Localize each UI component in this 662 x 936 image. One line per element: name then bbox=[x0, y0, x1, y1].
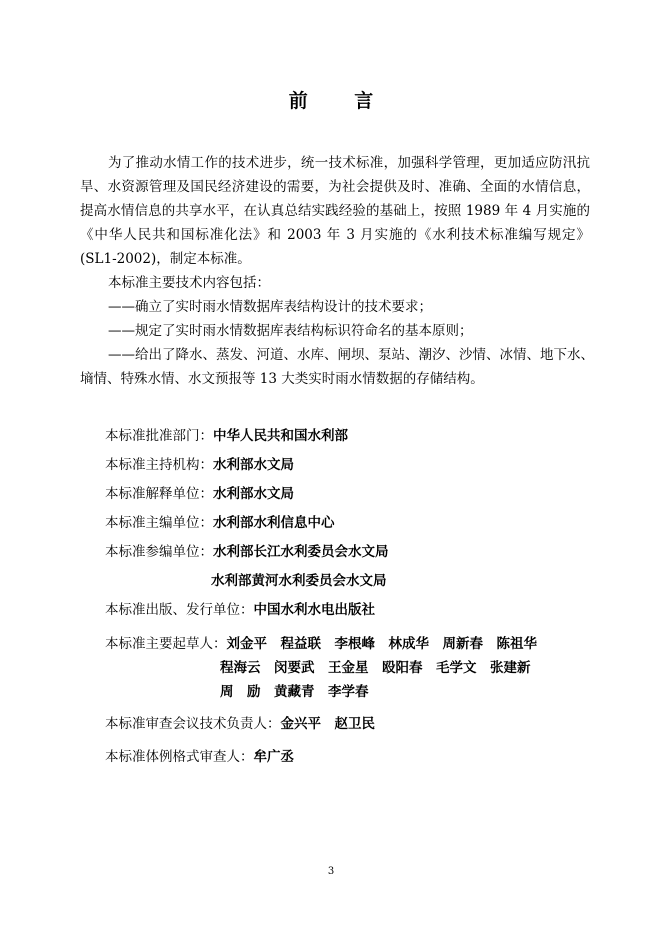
publisher-row bbox=[105, 598, 375, 622]
interpret-value: 水利部水文局 bbox=[213, 486, 294, 502]
drafters-label: 本标准主要起草人： bbox=[105, 636, 227, 652]
editor-row bbox=[105, 511, 335, 535]
drafter-name: 陈祖华 bbox=[496, 636, 537, 652]
drafter-name: 毛学文 bbox=[436, 660, 477, 676]
drafter-name: 张建新 bbox=[490, 660, 531, 676]
drafter-name: 李学春 bbox=[328, 684, 369, 700]
drafter-name: 程海云 bbox=[220, 660, 261, 676]
page-number: 3 bbox=[327, 866, 335, 877]
host-row bbox=[105, 453, 294, 477]
participant-label: 本标准参编单位： bbox=[105, 544, 213, 560]
drafter-name: 周 励 bbox=[220, 684, 261, 700]
editor-label: 本标准主编单位： bbox=[105, 515, 213, 531]
approval-value: 中华人民共和国水利部 bbox=[213, 428, 348, 444]
publisher-label: 本标准出版、发行单位： bbox=[105, 602, 254, 618]
approval-label: 本标准批准部门： bbox=[105, 428, 213, 444]
drafter-name: 黄藏青 bbox=[274, 684, 315, 700]
drafter-name: 王金星 bbox=[328, 660, 369, 676]
drafters-row-2 bbox=[220, 656, 544, 680]
drafter-name: 李根峰 bbox=[334, 636, 375, 652]
drafter-name: 刘金平 bbox=[226, 636, 267, 652]
drafter-name: 程益联 bbox=[280, 636, 321, 652]
participant-value-1: 水利部长江水利委员会水文局 bbox=[213, 544, 389, 560]
host-value: 水利部水文局 bbox=[213, 457, 294, 473]
drafter-name: 殴阳春 bbox=[382, 660, 423, 676]
bullet-item: ——确立了实时雨水情数据库表结构设计的技术要求； bbox=[108, 299, 432, 315]
publisher-value: 中国水利水电出版社 bbox=[253, 602, 375, 618]
approval-row bbox=[105, 424, 348, 448]
editor-value: 水利部水利信息中心 bbox=[213, 515, 335, 531]
bullet-item: ——给出了降水、蒸发、河道、水库、闸坝、泵站、潮汐、沙情、冰情、地下水、 bbox=[108, 347, 594, 363]
drafters-row-3 bbox=[220, 680, 382, 704]
review-row bbox=[105, 712, 375, 736]
format-value: 牟广丞 bbox=[253, 749, 294, 765]
main-content-intro: 本标准主要技术内容包括： bbox=[108, 275, 270, 291]
drafter-name: 闵要武 bbox=[274, 660, 315, 676]
interpret-row bbox=[105, 482, 294, 506]
review-value: 金兴平 赵卫民 bbox=[280, 716, 375, 732]
drafter-name: 周新春 bbox=[442, 636, 483, 652]
format-label: 本标准体例格式审查人： bbox=[105, 749, 254, 765]
interpret-label: 本标准解释单位： bbox=[105, 486, 213, 502]
format-row bbox=[105, 745, 294, 769]
participant-row bbox=[105, 540, 389, 564]
bullet-item: ——规定了实时雨水情数据库表结构标识符命名的基本原则； bbox=[108, 323, 473, 339]
participant-value-2: 水利部黄河水利委员会水文局 bbox=[211, 573, 387, 589]
drafters-row-1 bbox=[105, 632, 551, 656]
intro-paragraph: 为了推动水情工作的技术进步，统一技术标准，加强科学管理，更加适应防汛抗旱、水资源管理及国民经济建设的需要，为社会提供及时、准确、全面的水情信息，提高水情信息的共享水平，在认真总结实践经验的基础上，按照 1989 年 4 月实施的《中华人民共和国标准化法》和 2003 年 3 月实施的《水利技术标准编写规定》(SL1-2002)，制定本标准。 bbox=[80, 155, 590, 267]
review-label: 本标准审查会议技术负责人： bbox=[105, 716, 281, 732]
page-title: 前 言 bbox=[288, 90, 394, 112]
host-label: 本标准主持机构： bbox=[105, 457, 213, 473]
bullet-continuation: 墒情、特殊水情、水文预报等 13 大类实时雨水情数据的存储结构。 bbox=[80, 371, 484, 387]
drafter-name: 林成华 bbox=[388, 636, 429, 652]
